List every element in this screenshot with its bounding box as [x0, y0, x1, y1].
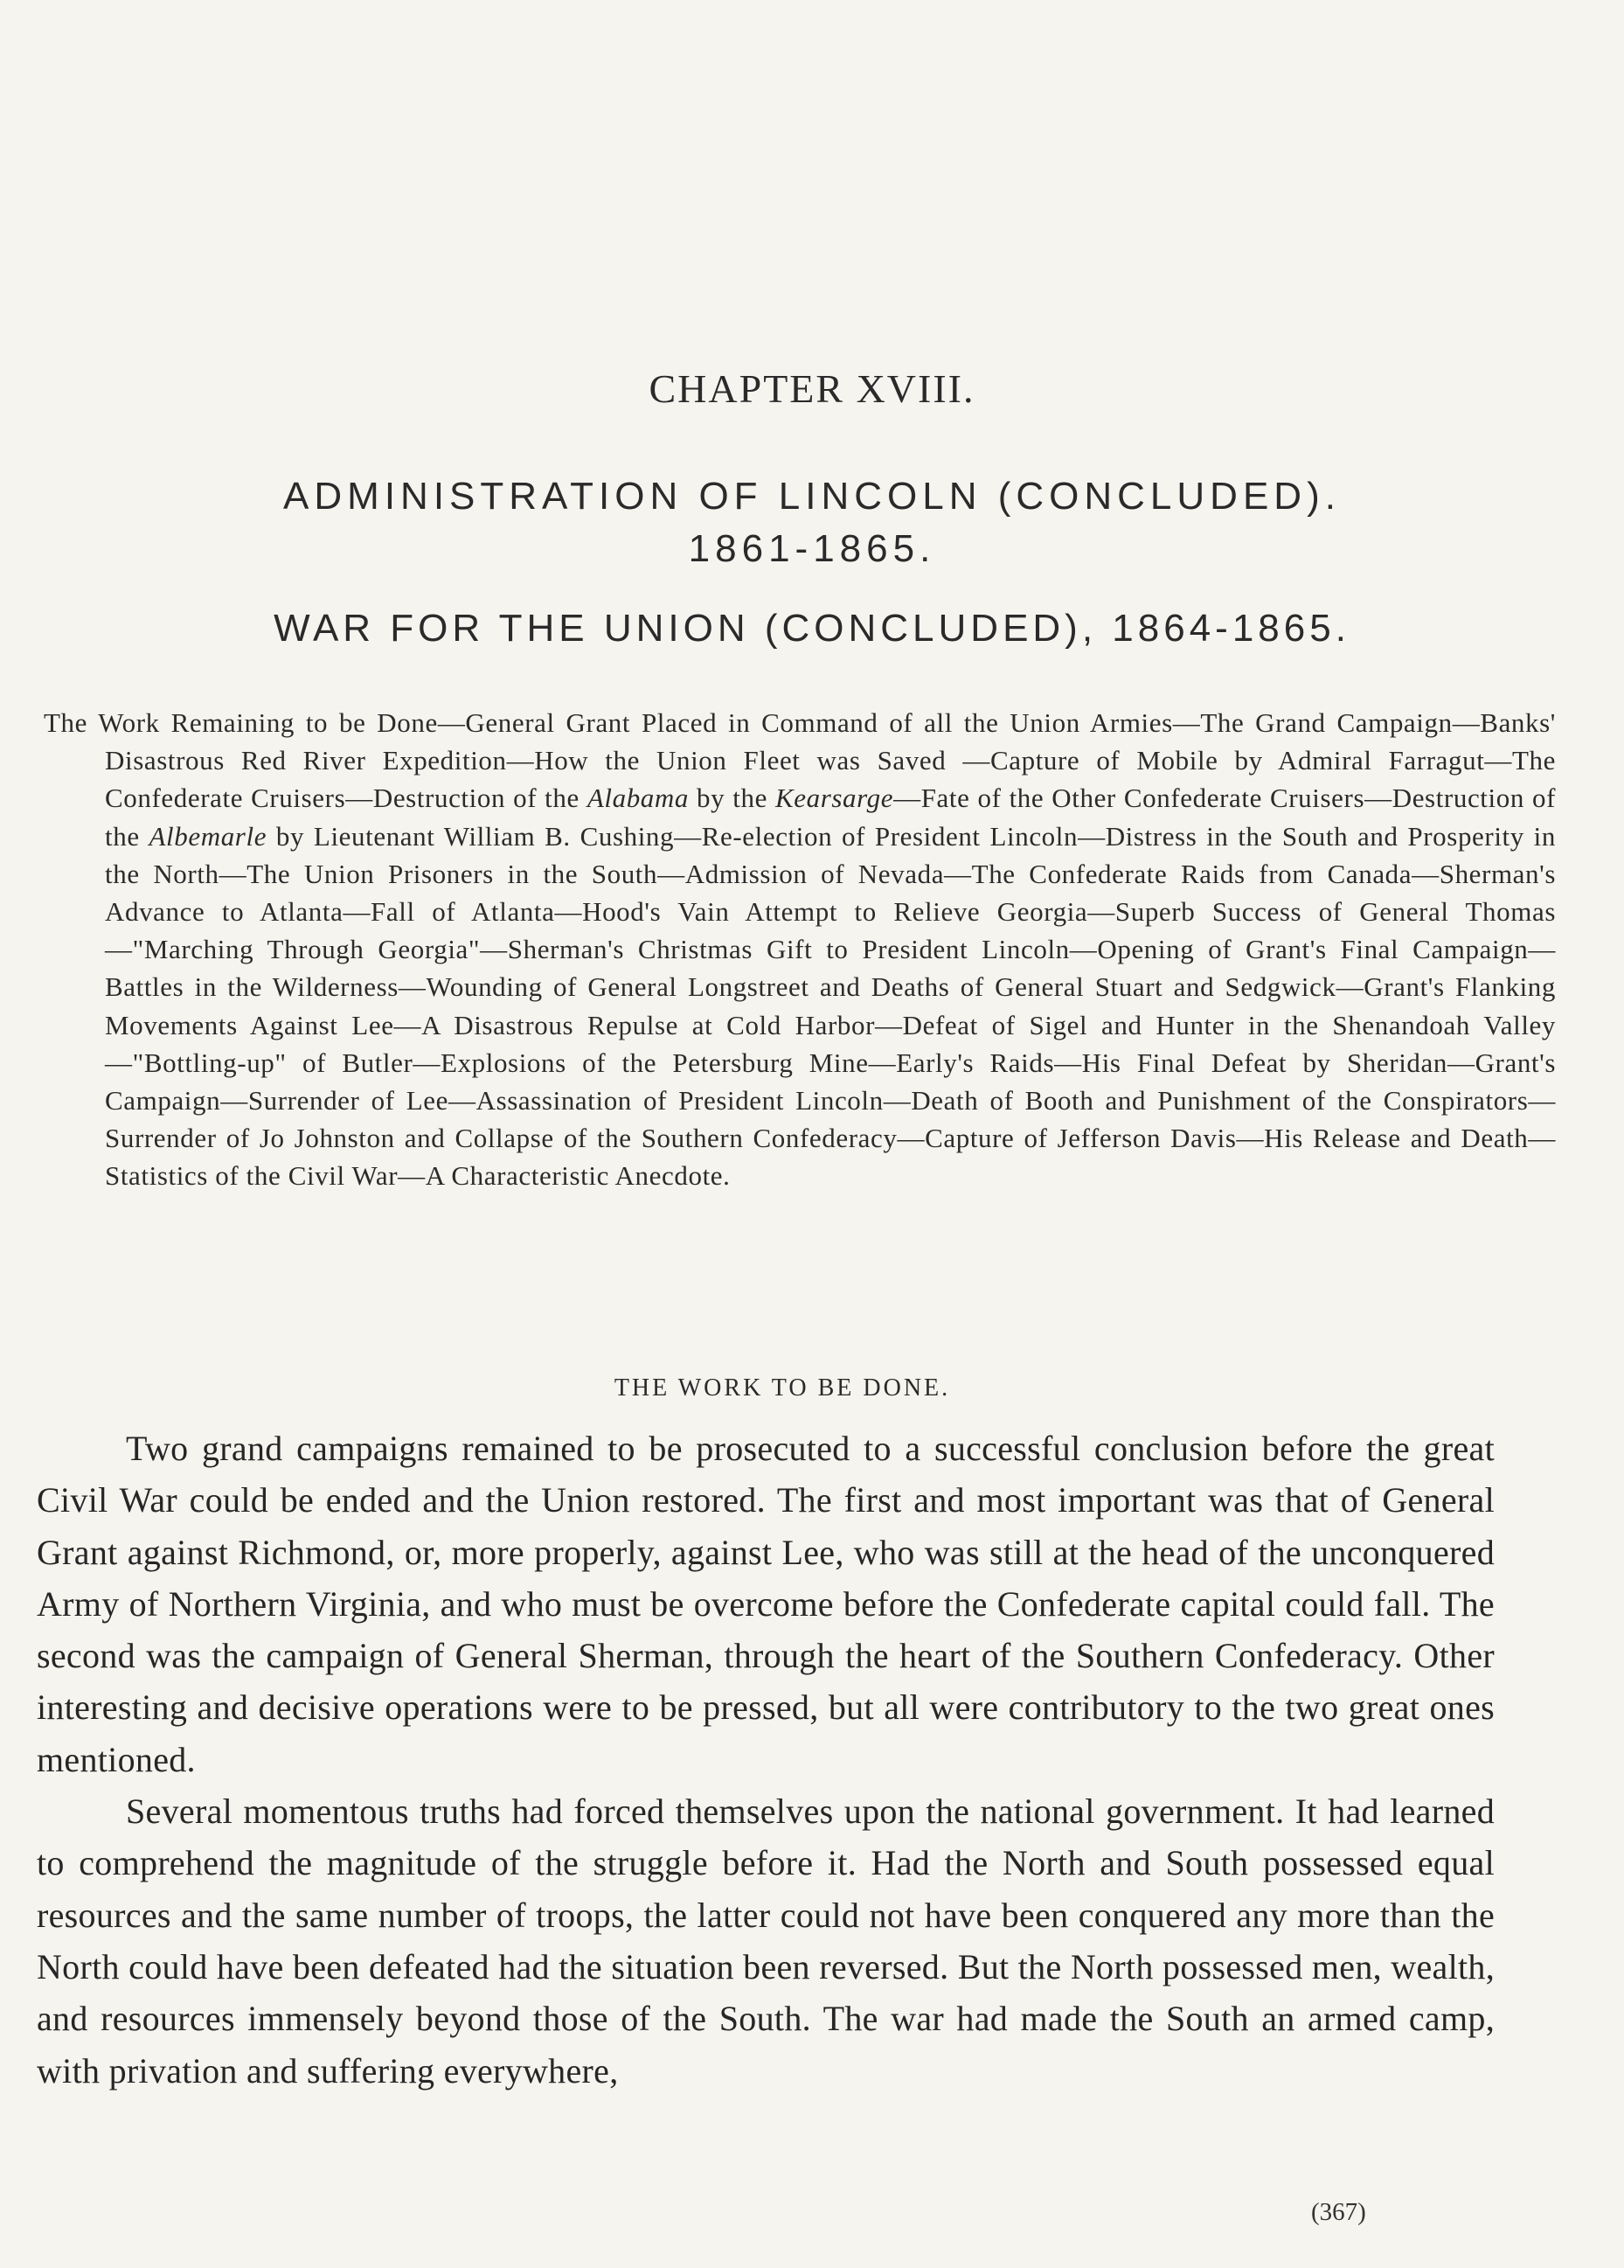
section-heading: THE WORK TO BE DONE. [614, 1374, 951, 1402]
summary-italic-kearsarge: Kearsarge [774, 783, 894, 814]
chapter-subtitle [0, 470, 1624, 575]
summary-italic-alabama: Alabama [586, 783, 689, 814]
subtitle-years: 1861-1865. [688, 527, 936, 570]
subtitle-administration: ADMINISTRATION OF LINCOLN (CONCLUDED). [283, 475, 1341, 518]
body-text [37, 1423, 1495, 2097]
summary-part-2: by the [689, 783, 775, 814]
page-number: (367) [1311, 2198, 1366, 2226]
summary-part-1: The Work Remaining to be Done—General Grant Placed in Command of all the Union Armies—The Grand Campaign—Banks' Disastrous Red River Expedition—How the Union Fleet was Saved —Capture of Mobile by Admiral Farragut—The Confederate Cruisers—Destruction of the [44, 707, 1556, 814]
chapter-title: CHAPTER XVIII. [649, 366, 975, 411]
summary-italic-albemarle: Albemarle [149, 820, 267, 852]
subtitle-war: WAR FOR THE UNION (CONCLUDED), 1864-1865. [274, 607, 1350, 650]
body-paragraph: Two grand campaigns remained to be prosecuted to a successful conclusion before the great Civil War could be ended and the Union restored. The first and most important was that of General Grant against Richmond, or, more properly, against Lee, who was still at the head of the unconquered Army of Northern Virginia, and who must be overcome before the Confederate capital could fall. The second was the campaign of General Sherman, through the heart of the Southern Confederacy. Other interesting and decisive operations were to be pressed, but all were contributory to the two great ones mentioned. [37, 1429, 1495, 1779]
summary-part-3: —Fate of the Other Confederate Cruisers—Destruction of the [105, 783, 1556, 852]
body-paragraph: Several momentous truths had forced themselves upon the national government. It had learned to comprehend the magnitude of the struggle before it. Had the North and South possessed equal resources and the same number of troops, the latter could not have been conquered any more than the North could have been defeated had the situation been reversed. But the North possessed men, wealth, and resources immensely beyond those of the South. The war had made the South an armed camp, with privation and suffering everywhere, [37, 1791, 1495, 2091]
chapter-summary [44, 704, 1556, 1195]
summary-part-4: by Lieutenant William B. Cushing—Re-election of President Lincoln—Distress in the South and Prosperity in the North—The Union Prisoners in the South—Admission of Nevada—The Confederate Raids from Canada—Sherman's Advance to Atlanta—Fall of Atlanta—Hood's Vain Attempt to Relieve Georgia—Superb Success of General Thomas—"Marching Through Georgia"—Sherman's Christmas Gift to President Lincoln—Opening of Grant's Final Campaign—Battles in the Wilderness—Wounding of General Longstreet and Deaths of General Stuart and Sedgwick—Grant's Flanking Movements Against Lee—A Disastrous Repulse at Cold Harbor—Defeat of Sigel and Hunter in the Shenandoah Valley—"Bottling-up" of Butler—Explosions of the Petersburg Mine—Early's Raids—His Final Defeat by Sheridan—Grant's Campaign—Surrender of Lee—Assassination of President Lincoln—Death of Booth and Punishment of the Conspirators—Surrender of Jo Johnston and Collapse of the Southern Confederacy—Capture of Jefferson Davis—His Release and Death—Statistics of the Civil War—A Characteristic Anecdote. [105, 820, 1556, 1192]
